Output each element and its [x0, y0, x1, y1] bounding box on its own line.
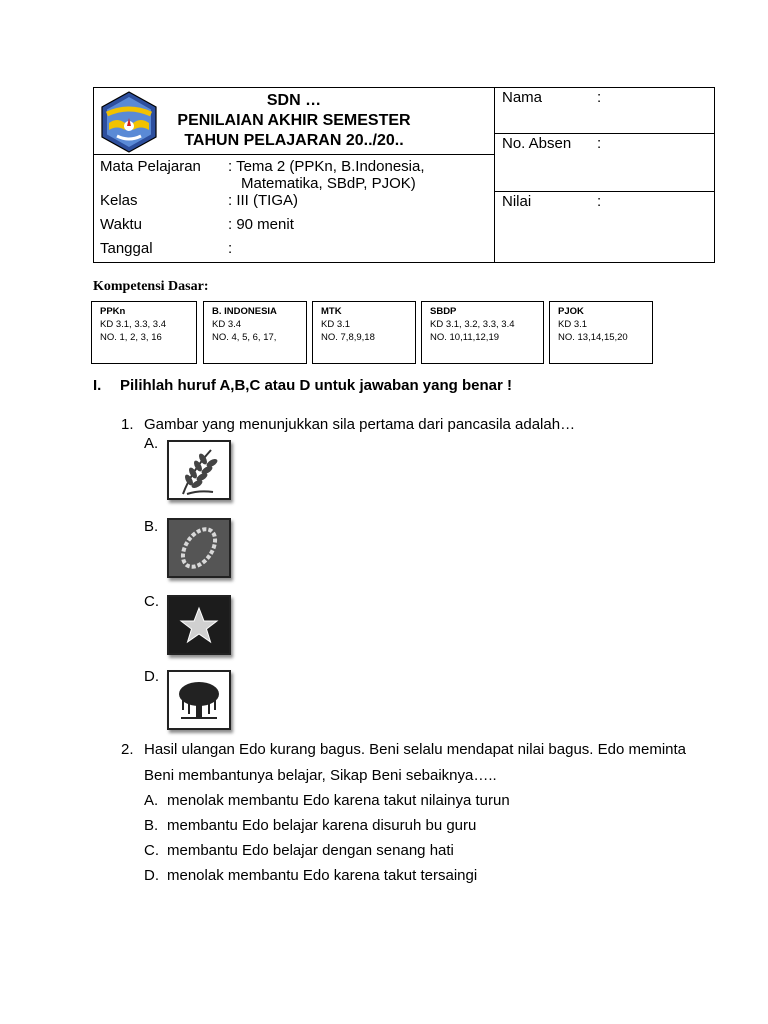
- kd-box-pjok: [549, 301, 653, 364]
- academic-year: TAHUN PELAJARAN 20../20..: [184, 132, 404, 149]
- q2-option-d-text[interactable]: menolak membantu Edo karena takut tersaingi: [167, 867, 478, 884]
- question-2-text-line1: Hasil ulangan Edo kurang bagus. Beni selalu mendapat nilai bagus. Edo meminta: [144, 741, 687, 758]
- time-label: Waktu: [100, 216, 142, 233]
- kd-numbers: NO. 7,8,9,18: [321, 332, 375, 343]
- name-label: Nama: [502, 89, 543, 106]
- kd-numbers: NO. 4, 5, 6, 17,: [212, 332, 277, 343]
- kd-box-bindonesia: [203, 301, 307, 364]
- exam-info-panel: [94, 88, 495, 262]
- absen-field[interactable]: [495, 134, 714, 192]
- class-label: Kelas: [100, 192, 138, 209]
- score-label: Nilai: [502, 193, 532, 210]
- kd-codes: KD 3.1, 3.3, 3.4: [100, 319, 167, 330]
- kd-codes: KD 3.1, 3.2, 3.3, 3.4: [430, 319, 515, 330]
- q2-option-a-text[interactable]: menolak membantu Edo karena takut nilainya turun: [167, 792, 510, 809]
- kd-box-mtk: [312, 301, 416, 364]
- kd-codes: KD 3.1: [558, 319, 588, 330]
- q1-option-c-letter[interactable]: C.: [144, 593, 159, 610]
- date-label: Tanggal: [100, 240, 153, 257]
- q2-option-c-letter[interactable]: C.: [144, 842, 159, 859]
- kd-subject: PPKn: [100, 306, 126, 317]
- q1-option-d-letter[interactable]: D.: [144, 668, 159, 685]
- q2-option-b-text[interactable]: membantu Edo belajar karena disuruh bu guru: [167, 817, 477, 834]
- exam-title: PENILAIAN AKHIR SEMESTER: [177, 112, 411, 129]
- star-icon[interactable]: [167, 595, 231, 655]
- kd-codes: KD 3.4: [212, 319, 242, 330]
- padi-kapas-icon[interactable]: [167, 440, 231, 500]
- school-name: SDN …: [266, 92, 322, 109]
- subject-value: : Tema 2 (PPKn, B.Indonesia,: [228, 158, 425, 175]
- question-1-text: Gambar yang menunjukkan sila pertama dari pancasila adalah…: [144, 416, 576, 433]
- score-field[interactable]: [495, 192, 714, 262]
- kd-subject: B. INDONESIA: [212, 306, 277, 317]
- kd-numbers: NO. 13,14,15,20: [558, 332, 628, 343]
- q2-option-c-text[interactable]: membantu Edo belajar dengan senang hati: [167, 842, 454, 859]
- section-number: I.: [93, 377, 102, 394]
- kd-subject: PJOK: [558, 306, 584, 317]
- q2-option-a-letter[interactable]: A.: [144, 792, 159, 809]
- time-value: : 90 menit: [228, 216, 294, 233]
- kompetensi-dasar-title: Kompetensi Dasar:: [93, 279, 209, 294]
- date-value: :: [228, 240, 233, 257]
- absen-label: No. Absen: [502, 135, 572, 152]
- kd-numbers: NO. 10,11,12,19: [430, 332, 500, 343]
- kd-codes: KD 3.1: [321, 319, 351, 330]
- name-colon: :: [597, 89, 602, 106]
- q1-option-b-letter[interactable]: B.: [144, 518, 159, 535]
- chain-icon[interactable]: [167, 518, 231, 578]
- subject-value-cont: Matematika, SBdP, PJOK): [241, 175, 416, 192]
- q2-option-d-letter[interactable]: D.: [144, 867, 159, 884]
- school-header: [94, 88, 494, 155]
- absen-colon: :: [597, 135, 602, 152]
- kd-numbers: NO. 1, 2, 3, 16: [100, 332, 162, 343]
- kd-box-sbdp: [421, 301, 544, 364]
- class-value: : III (TIGA): [228, 192, 298, 209]
- banyan-tree-icon[interactable]: [167, 670, 231, 730]
- name-field[interactable]: [495, 88, 714, 134]
- header-table: [93, 87, 715, 263]
- q1-option-a-letter[interactable]: A.: [144, 435, 159, 452]
- section-instruction: Pilihlah huruf A,B,C atau D untuk jawaban yang benar !: [120, 377, 512, 394]
- exam-title-block: [94, 91, 494, 151]
- question-2-text-line2: Beni membantunya belajar, Sikap Beni sebaiknya…..: [144, 767, 497, 784]
- question-2-number: 2.: [121, 741, 134, 758]
- subject-label: Mata Pelajaran: [100, 158, 201, 175]
- kd-box-ppkn: [91, 301, 197, 364]
- score-colon: :: [597, 193, 602, 210]
- question-1-number: 1.: [121, 416, 134, 433]
- kd-subject: SBDP: [430, 306, 457, 317]
- q2-option-b-letter[interactable]: B.: [144, 817, 159, 834]
- kd-subject: MTK: [321, 306, 342, 317]
